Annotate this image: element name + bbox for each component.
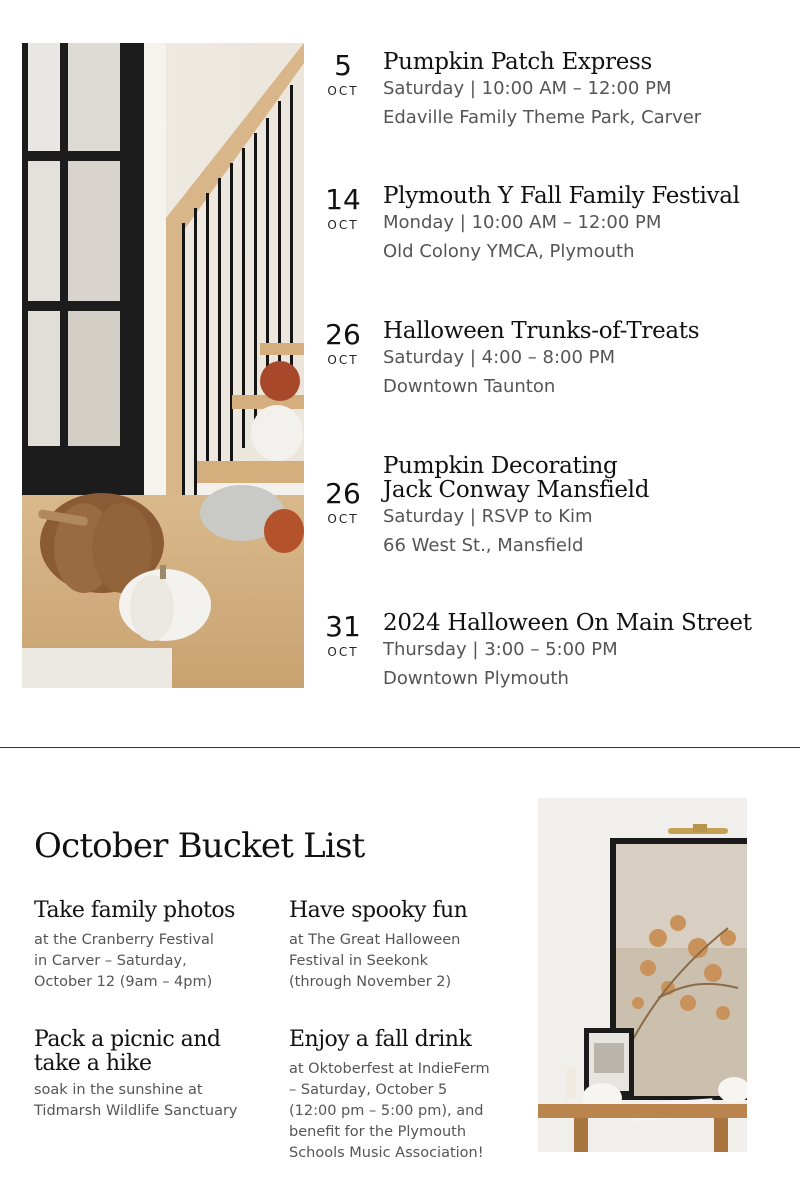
event-day: 5 (334, 49, 352, 82)
event-title: Plymouth Y Fall Family Festival (383, 183, 740, 209)
event-title-line2: Jack Conway Mansfield (383, 477, 650, 503)
bucket-item (34, 899, 264, 993)
staircase-pumpkins-photo (22, 43, 304, 688)
event-month: OCT (327, 645, 359, 659)
event-month: OCT (327, 84, 359, 98)
bucket-item-title: Have spooky fun (289, 898, 468, 923)
event-title: Pumpkin Patch Express (383, 49, 653, 75)
event-time: Monday | 10:00 AM – 12:00 PM (383, 212, 662, 233)
event-month: OCT (327, 218, 359, 232)
bucket-list-heading: October Bucket List (34, 826, 365, 866)
event-day: 14 (325, 183, 361, 216)
bucket-item-desc: at Oktoberfest at IndieFerm – Saturday, October 5 (12:00 pm – 5:00 pm), and benefit for the Plymouth Schools Music Association! (289, 1061, 490, 1161)
event-location: Downtown Taunton (383, 376, 556, 397)
bucket-item-title: Enjoy a fall drink (289, 1027, 472, 1052)
bucket-item-desc: at the Cranberry Festival in Carver – Saturday, October 12 (9am – 4pm) (34, 932, 214, 990)
event-title-line1: Pumpkin Decorating (383, 453, 618, 479)
bucket-item-desc: at The Great Halloween Festival in Seekonk (through November 2) (289, 932, 461, 990)
event-day: 26 (325, 477, 361, 510)
bucket-item-title-line2: take a hike (34, 1051, 152, 1076)
bucket-item-title-line1: Pack a picnic and (34, 1027, 221, 1052)
event-month: OCT (327, 353, 359, 367)
bucket-item-desc: soak in the sunshine at Tidmarsh Wildlife Sanctuary (34, 1082, 238, 1119)
bucket-item (289, 899, 519, 993)
event-title: 2024 Halloween On Main Street (383, 610, 752, 636)
bucket-item (34, 1028, 264, 1122)
fall-decor-table-photo (538, 798, 747, 1152)
event-location: Old Colony YMCA, Plymouth (383, 241, 635, 262)
event-day: 26 (325, 318, 361, 351)
event-location: 66 West St., Mansfield (383, 535, 584, 556)
event-time: Saturday | RSVP to Kim (383, 506, 593, 527)
event-location: Edaville Family Theme Park, Carver (383, 107, 702, 128)
event-time: Thursday | 3:00 – 5:00 PM (383, 639, 618, 660)
event-day: 31 (325, 610, 361, 643)
bucket-item-title: Take family photos (34, 898, 235, 923)
bucket-item (289, 1028, 519, 1164)
event-title: Halloween Trunks-of-Treats (383, 318, 700, 344)
section-divider (0, 747, 800, 748)
event-time: Saturday | 10:00 AM – 12:00 PM (383, 78, 672, 99)
event-location: Downtown Plymouth (383, 668, 569, 689)
event-time: Saturday | 4:00 – 8:00 PM (383, 347, 616, 368)
event-month: OCT (327, 512, 359, 526)
